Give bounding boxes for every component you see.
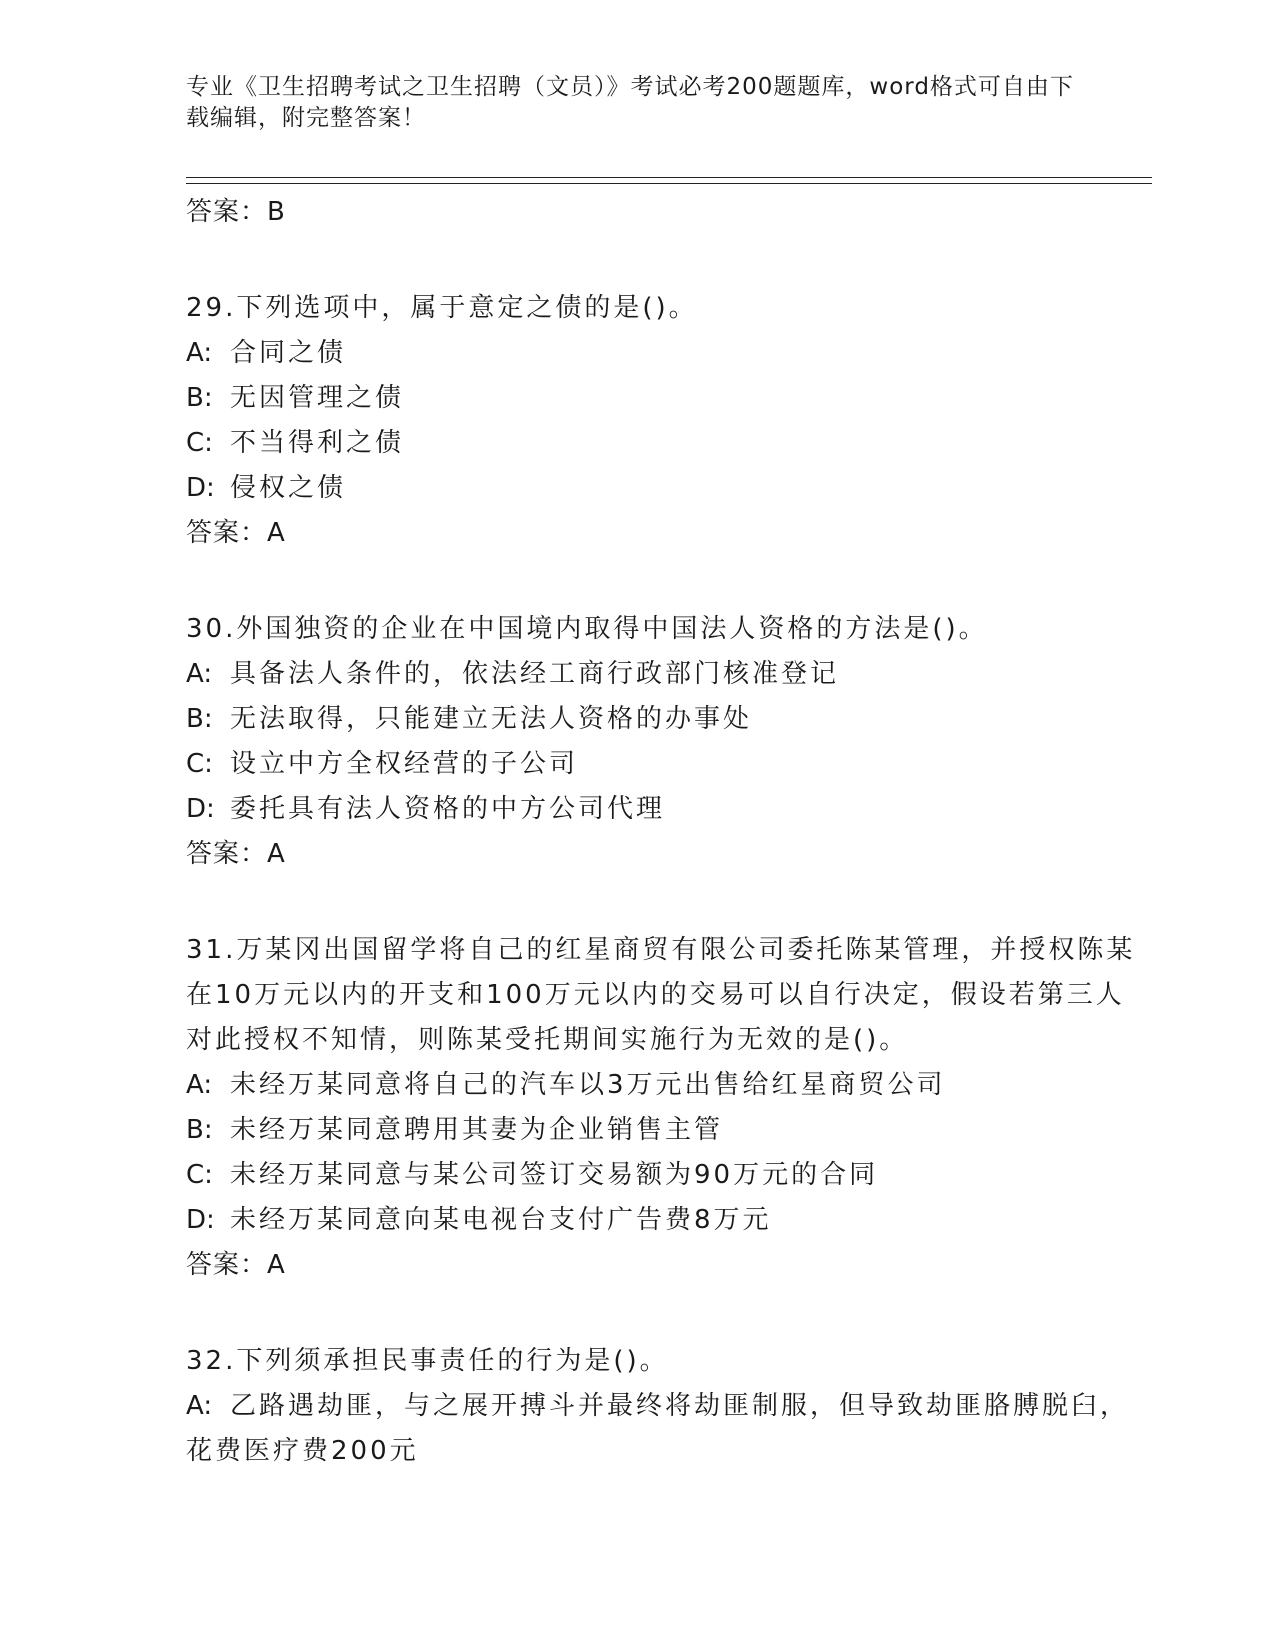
option-a: A: 乙路遇劫匪，与之展开搏斗并最终将劫匪制服，但导致劫匪胳膊脱臼，花费医疗费200元 [186, 1391, 1130, 1466]
question-stem: 32.下列须承担民事责任的行为是()。 [186, 1346, 669, 1376]
question-stem: 31.万某冈出国留学将自己的红星商贸有限公司委托陈某管理，并授权陈某在10万元以内的开支和100万元以内的交易可以自行决定，假设若第三人对此授权不知情，则陈某受托期间实施行为无效的是()。 [186, 935, 1136, 1055]
document-header: 专业《卫生招聘考试之卫生招聘（文员）》考试必考200题题库，word格式可自由下载编辑，附完整答案！ [186, 74, 1074, 131]
question-31 [186, 928, 1146, 1287]
header-divider-top [186, 177, 1152, 178]
option-d: D: 未经万某同意向某电视台支付广告费8万元 [186, 1205, 772, 1235]
document-body [186, 190, 1146, 1474]
answer-line: 答案：A [186, 518, 286, 548]
option-b: B: 无法取得，只能建立无法人资格的办事处 [186, 704, 753, 734]
option-c: C: 设立中方全权经营的子公司 [186, 749, 579, 779]
option-b: B: 无因管理之债 [186, 383, 405, 413]
header-divider-bottom [186, 183, 1152, 184]
answer-line: 答案：B [186, 197, 286, 227]
question-stem: 29.下列选项中，属于意定之债的是()。 [186, 293, 698, 323]
answer-line: 答案：A [186, 839, 286, 869]
question-32 [186, 1339, 1146, 1474]
option-d: D: 委托具有法人资格的中方公司代理 [186, 794, 666, 824]
question-stem: 30.外国独资的企业在中国境内取得中国法人资格的方法是()。 [186, 614, 988, 644]
question-29 [186, 286, 1146, 555]
option-c: C: 未经万某同意与某公司签订交易额为90万元的合同 [186, 1160, 879, 1190]
answer-line: 答案：A [186, 1250, 286, 1280]
option-a: A: 具备法人条件的，依法经工商行政部门核准登记 [186, 659, 840, 689]
question-30 [186, 607, 1146, 876]
option-c: C: 不当得利之债 [186, 428, 405, 458]
option-a: A: 合同之债 [186, 338, 347, 368]
option-d: D: 侵权之债 [186, 473, 347, 503]
option-a: A: 未经万某同意将自己的汽车以3万元出售给红星商贸公司 [186, 1070, 946, 1100]
option-b: B: 未经万某同意聘用其妻为企业销售主管 [186, 1115, 724, 1145]
